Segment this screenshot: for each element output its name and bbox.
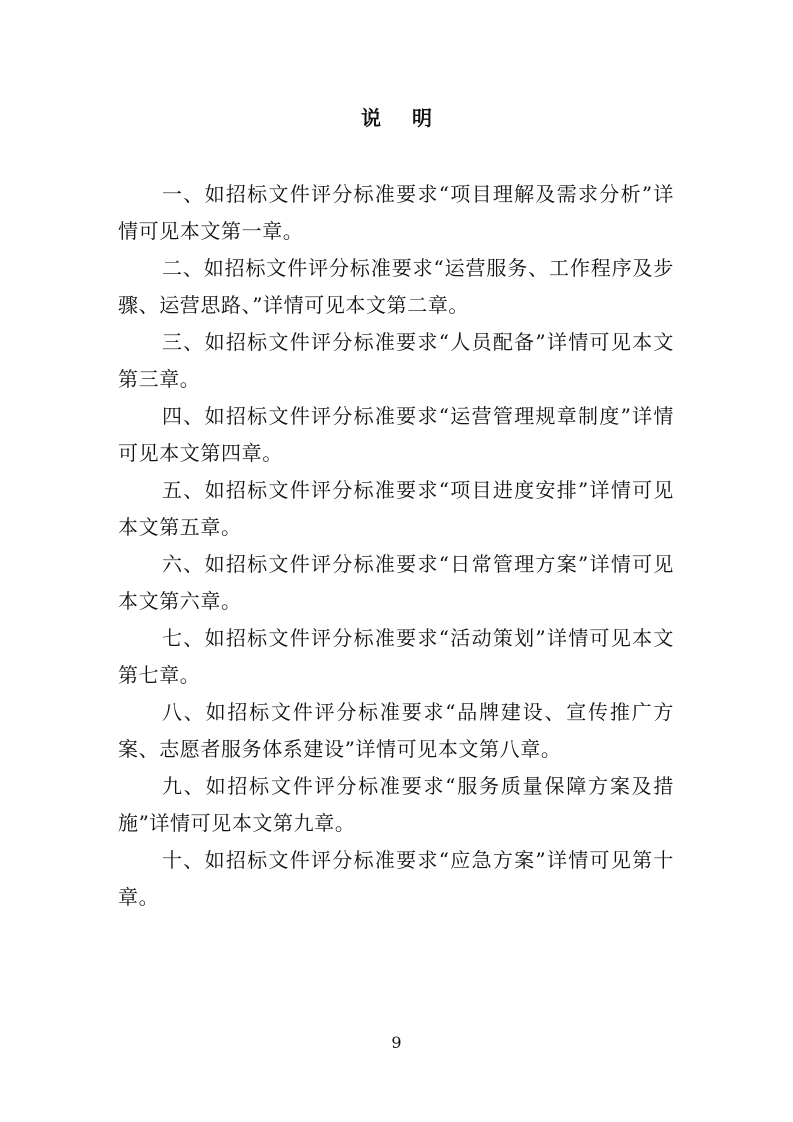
paragraph-1: 一、如招标文件评分标准要求“项目理解及需求分析”详情可见本文第一章。 [118,182,674,243]
paragraph-2: 二、如招标文件评分标准要求“运营服务、工作程序及步骤、运营思路、”详情可见本文第二章。 [118,256,674,317]
paragraph-8: 八、如招标文件评分标准要求“品牌建设、宣传推广方案、志愿者服务体系建设”详情可见本文第八章。 [118,700,674,761]
paragraph-10: 十、如招标文件评分标准要求“应急方案”详情可见第十章。 [118,848,674,909]
paragraph-3: 三、如招标文件评分标准要求“人员配备”详情可见本文第三章。 [118,330,674,391]
page-title: 说 明 [361,106,444,130]
paragraph-9: 九、如招标文件评分标准要求“服务质量保障方案及措施”详情可见本文第九章。 [118,774,674,835]
paragraph-4: 四、如招标文件评分标准要求“运营管理规章制度”详情可见本文第四章。 [118,404,674,465]
paragraph-5: 五、如招标文件评分标准要求“项目进度安排”详情可见本文第五章。 [118,478,674,539]
page-number: 9 [391,1033,402,1052]
paragraph-7: 七、如招标文件评分标准要求“活动策划”详情可见本文第七章。 [118,626,674,687]
paragraph-6: 六、如招标文件评分标准要求“日常管理方案”详情可见本文第六章。 [118,552,674,613]
document-body [118,176,674,916]
